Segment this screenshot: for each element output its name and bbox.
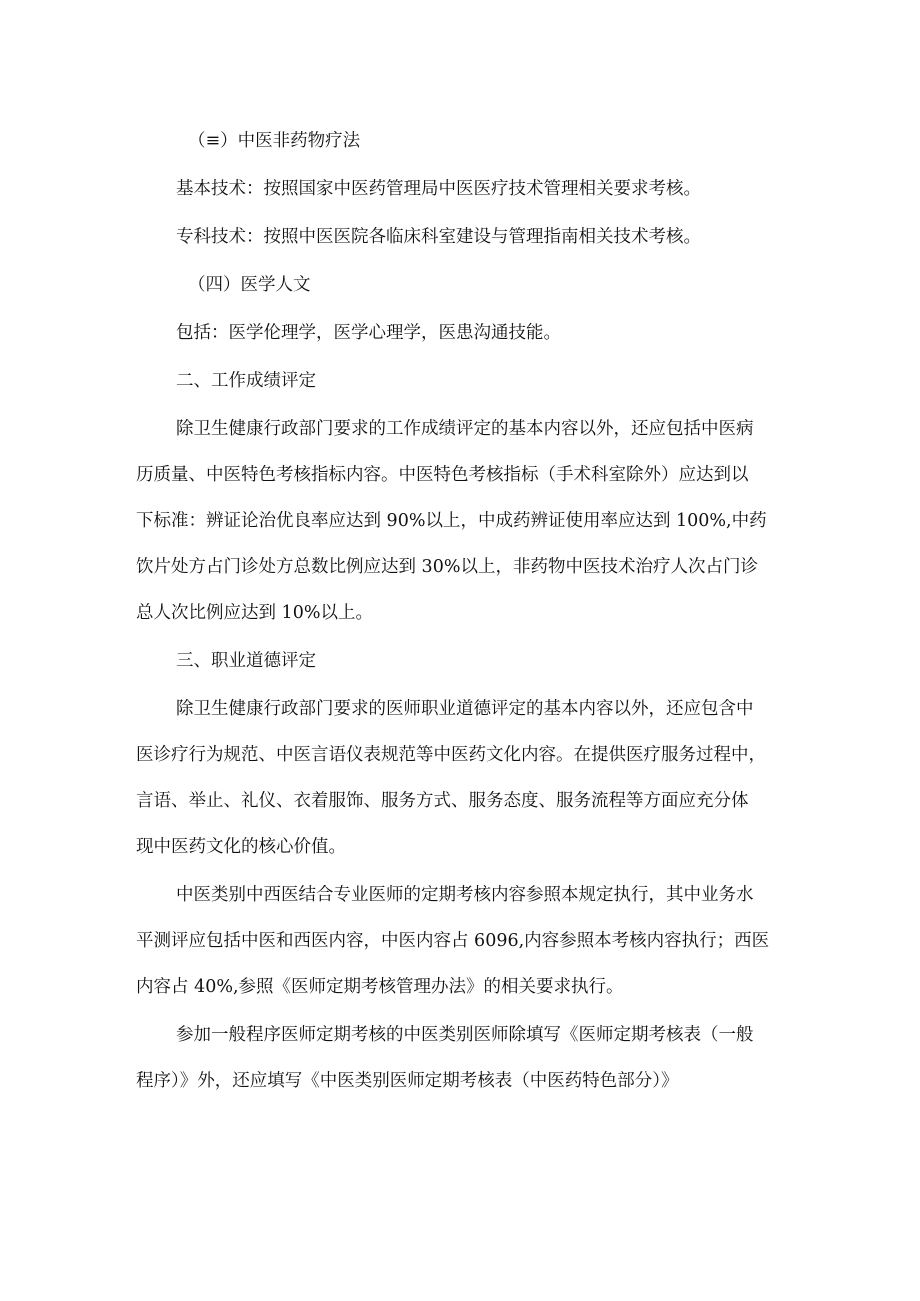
- paragraph-line: 饮片处方占门诊处方总数比例应达到 30%以上，非药物中医技术治疗人次占门诊: [136, 557, 758, 577]
- part-2-title: 二、工作成绩评定: [176, 371, 316, 391]
- paragraph-line: 中医类别中西医结合专业医师的定期考核内容参照本规定执行，其中业务水: [176, 885, 754, 905]
- assessment-forms-paragraph: [136, 1020, 754, 1096]
- paragraph-line: 参加一般程序医师定期考核的中医类别医师除填写《医师定期考核表（一般: [176, 1025, 754, 1045]
- section-3-title: （≡）中医非药物疗法: [188, 131, 361, 151]
- paragraph-line: 内容占 40%,参照《医师定期考核管理办法》的相关要求执行。: [136, 977, 624, 997]
- paragraph-line: 平测评应包括中医和西医内容，中医内容占 6096,内容参照本考核内容执行；西医: [136, 931, 770, 951]
- section-4-body: 包括：医学伦理学，医学心理学，医患沟通技能。: [176, 323, 561, 343]
- paragraph-line: 除卫生健康行政部门要求的医师职业道德评定的基本内容以外，还应包含中: [176, 699, 754, 719]
- paragraph-line: 程序）》外，还应填写《中医类别医师定期考核表（中医药特色部分）》: [136, 1071, 679, 1091]
- basic-tech-paragraph: 基本技术：按照国家中医药管理局中医医疗技术管理相关要求考核。: [176, 179, 701, 199]
- part-2-paragraph: [136, 414, 767, 628]
- paragraph-line: 总人次比例应达到 10%以上。: [136, 603, 373, 623]
- part-3-paragraph: [136, 694, 766, 862]
- paragraph-line: 医诊疗行为规范、中医言语仪表规范等中医药文化内容。在提供医疗服务过程中，: [136, 745, 766, 765]
- paragraph-line: 历质量、中医特色考核指标内容。中医特色考核指标（手术科室除外）应达到以: [136, 465, 749, 485]
- document-body: [136, 126, 770, 1096]
- paragraph-line: 下标准：辨证论治优良率应达到 90%以上，中成药辨证使用率应达到 100%,中药: [136, 511, 767, 531]
- paragraph-line: 除卫生健康行政部门要求的工作成绩评定的基本内容以外，还应包括中医病: [176, 419, 754, 439]
- integrated-medicine-paragraph: [136, 880, 770, 1002]
- paragraph-line: 言语、举止、礼仪、衣着服饰、服务方式、服务态度、服务流程等方面应充分体: [136, 791, 749, 811]
- specialty-tech-paragraph: 专科技术：按照中医医院各临床科室建设与管理指南相关技术考核。: [176, 227, 701, 247]
- part-3-title: 三、职业道德评定: [176, 651, 316, 671]
- paragraph-line: 现中医药文化的核心价值。: [136, 837, 346, 857]
- section-4-title: （四）医学人文: [188, 275, 311, 295]
